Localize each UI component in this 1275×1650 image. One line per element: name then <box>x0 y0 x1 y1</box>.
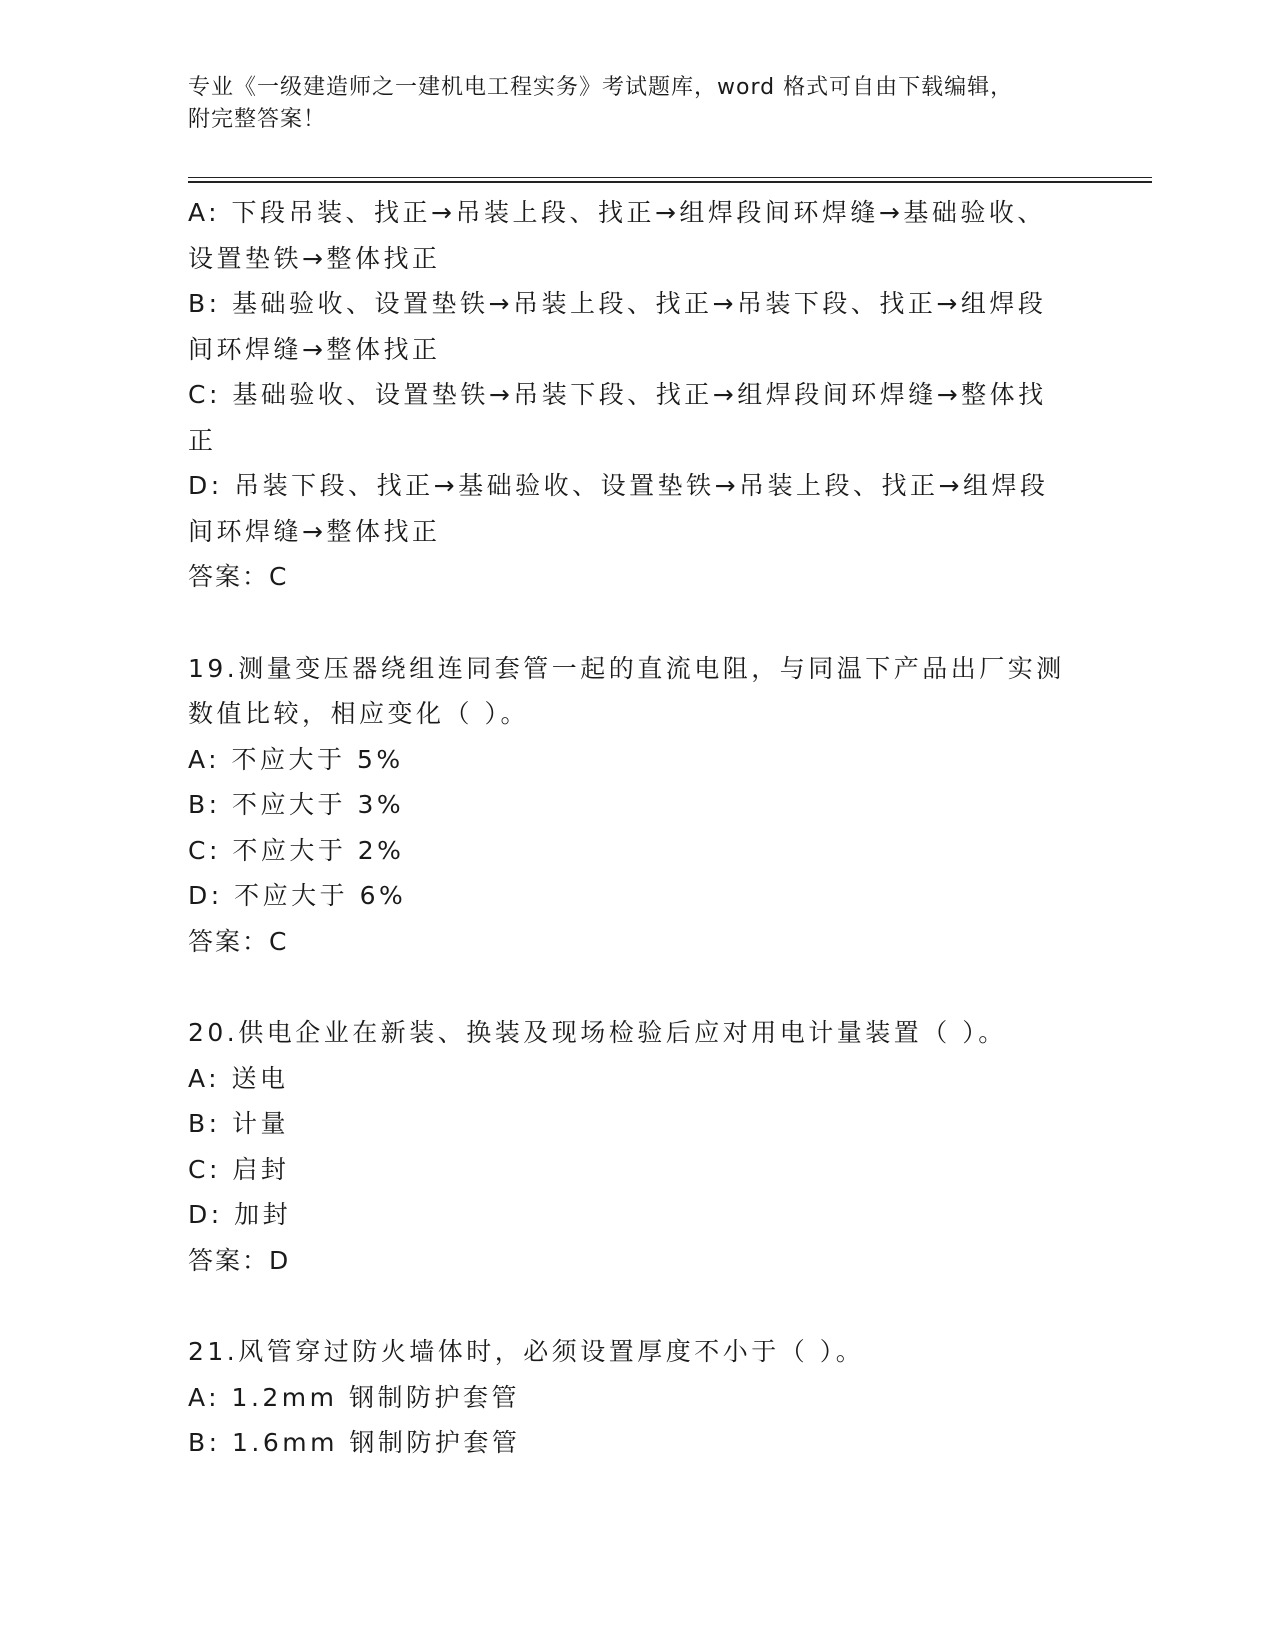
question-spacer <box>188 964 1068 1010</box>
q20-stem: 20.供电企业在新装、换装及现场检验后应对用电计量装置（ ）。 <box>188 1018 1007 1047</box>
q18-option-b-line-1: B: 基础验收、设置垫铁→吊装上段、找正→吊装下段、找正→组焊段 <box>188 289 1047 318</box>
header-divider-thick <box>188 181 1152 183</box>
question-spacer <box>188 1283 1068 1329</box>
header-divider-thin <box>188 177 1152 178</box>
question-18 <box>188 190 1068 600</box>
q21-stem: 21.风管穿过防火墙体时，必须设置厚度不小于（ ）。 <box>188 1337 865 1366</box>
question-20 <box>188 1010 1068 1283</box>
q21-option-b: B: 1.6mm 钢制防护套管 <box>188 1428 521 1457</box>
q19-stem-line-1: 19.测量变压器绕组连同套管一起的直流电阻，与同温下产品出厂实测 <box>188 653 1065 683</box>
q18-option-a-line-2: 设置垫铁→整体找正 <box>188 243 441 273</box>
question-19 <box>188 646 1068 965</box>
q20-option-a: A: 送电 <box>188 1063 289 1093</box>
q18-option-d-line-2: 间环焊缝→整体找正 <box>188 516 441 546</box>
q20-option-b: B: 计量 <box>188 1109 290 1138</box>
question-21 <box>188 1329 1068 1466</box>
q18-option-b-line-2: 间环焊缝→整体找正 <box>188 334 441 364</box>
q20-option-d: D: 加封 <box>188 1200 292 1229</box>
question-spacer <box>188 600 1068 646</box>
q20-option-c: C: 启封 <box>188 1154 290 1184</box>
header-line-2: 附完整答案！ <box>188 107 327 132</box>
q18-option-c-line-2: 正 <box>188 425 217 455</box>
q19-option-b: B: 不应大于 3% <box>188 790 405 819</box>
q19-option-d: D: 不应大于 6% <box>188 881 407 910</box>
q19-stem-line-2: 数值比较，相应变化（ ）。 <box>188 699 529 728</box>
document-header <box>188 72 1068 136</box>
q18-option-c-line-1: C: 基础验收、设置垫铁→吊装下段、找正→组焊段间环焊缝→整体找 <box>188 380 1047 409</box>
question-list <box>188 190 1068 1466</box>
q19-option-a: A: 不应大于 5% <box>188 744 404 774</box>
q18-option-d-line-1: D: 吊装下段、找正→基础验收、设置垫铁→吊装上段、找正→组焊段 <box>188 471 1049 500</box>
q21-option-a: A: 1.2mm 钢制防护套管 <box>188 1382 520 1412</box>
q20-answer: 答案：D <box>188 1245 291 1275</box>
q18-option-a-line-1: A: 下段吊装、找正→吊装上段、找正→组焊段间环焊缝→基础验收、 <box>188 198 1046 227</box>
q18-answer: 答案：C <box>188 562 289 591</box>
header-line-1: 专业《一级建造师之一建机电工程实务》考试题库，word 格式可自由下载编辑， <box>188 75 1014 100</box>
q19-option-c: C: 不应大于 2% <box>188 835 405 865</box>
q19-answer: 答案：C <box>188 926 289 956</box>
